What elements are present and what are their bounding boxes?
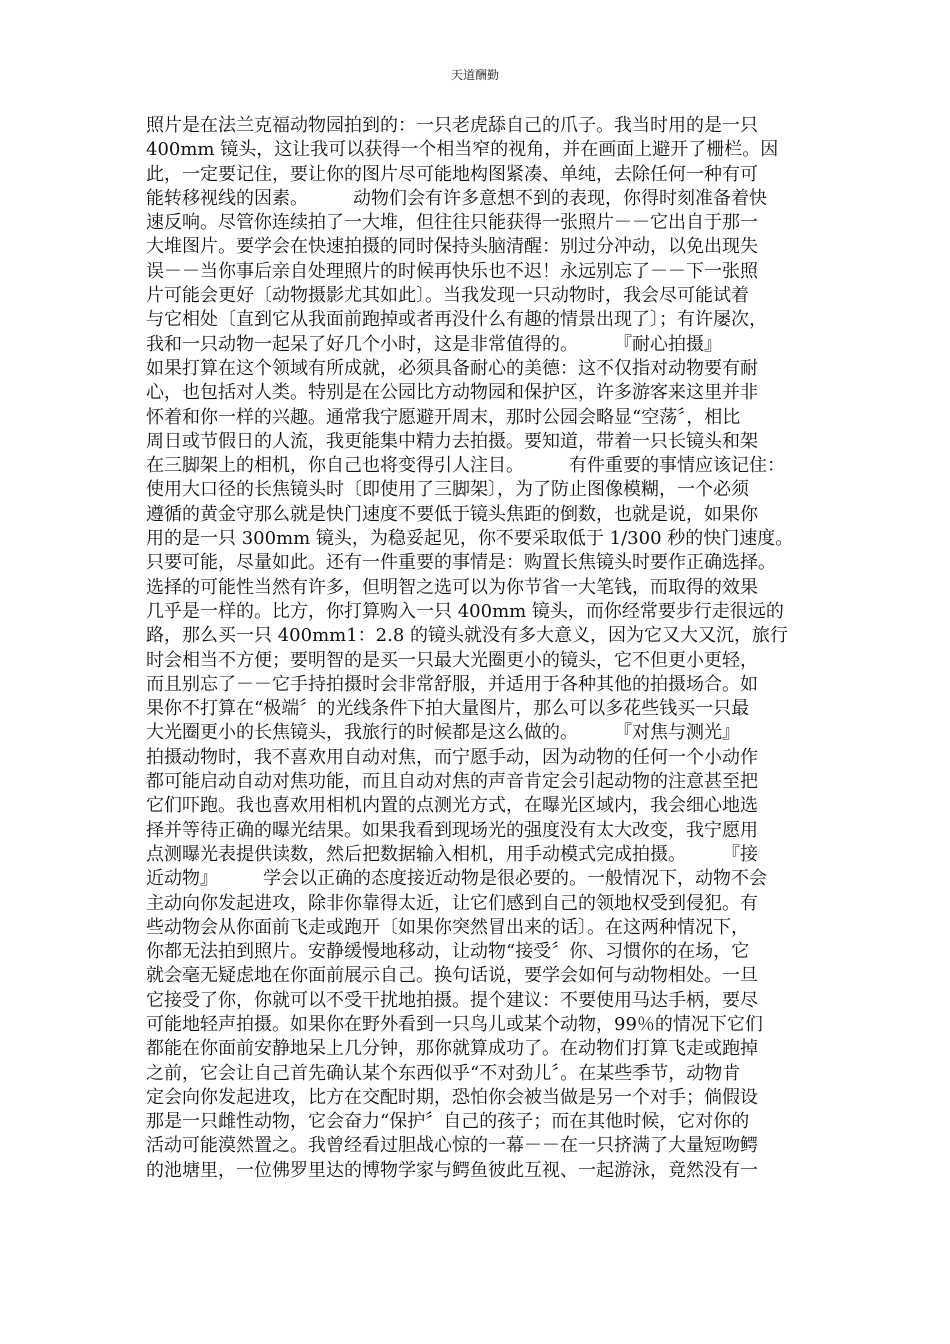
text-line: 周日或节假日的人流，我更能集中精力去拍摄。要知道，带着一只长镜头和架 (146, 430, 758, 452)
text-line: 如果打算在这个领域有所成就，必须具备耐心的美德：这不仅指对动物要有耐 (146, 357, 758, 379)
text-line: 大光圈更小的长焦镜头，我旅行的时候都是这么做的。 『对焦与测光』 (146, 722, 740, 744)
text-line: 选择的可能性当然有许多，但明智之选可以为你节省一大笔钱，而取得的效果 (146, 576, 758, 598)
text-line: 能转移视线的因素。 动物们会有许多意想不到的表现，你得时刻准备着快 (146, 187, 767, 209)
text-line: 照片是在法兰克福动物园拍到的：一只老虎舔自己的爪子。我当时用的是一只 (146, 115, 758, 136)
text-line: 我和一只动物一起呆了好几个小时，这是非常值得的。 『耐心拍摄』 (146, 333, 722, 355)
text-line: 它们吓跑。我也喜欢用相机内置的点测光方式，在曝光区域内，我会细心地选 (146, 795, 758, 817)
text-line: 活动可能漠然置之。我曾经看过胆战心惊的一幕－－在一只挤满了大量短吻鳄 (146, 1135, 758, 1157)
text-line: 拍摄动物时，我不喜欢用自动对焦，而宁愿手动，因为动物的任何一个小动作 (146, 746, 758, 768)
text-line: 使用大口径的长焦镜头时〔即使用了三脚架〕，为了防止图像模糊，一个必须 (146, 479, 749, 501)
text-line: 果你不打算在“极端〞的光线条件下拍大量图片，那么可以多花些钱买一只最 (146, 698, 750, 720)
page-header: 天道酬勤 (450, 68, 499, 82)
text-line: 此，一定要记住，要让你的图片尽可能地构图紧凑、单纯，去除任何一种有可 (146, 163, 758, 185)
text-line: 用的是一只 300mm 镜头，为稳妥起见，你不要采取低于 1/300 秒的快门速度。 (146, 528, 794, 550)
text-line: 与它相处〔直到它从我面前跑掉或者再没什么有趣的情景出现了〕；有许屡次， (146, 309, 767, 331)
text-line: 点测曝光表提供读数，然后把数据输入相机，用手动模式完成拍摄。 『接 (146, 843, 758, 865)
text-line: 它接受了你，你就可以不受干扰地拍摄。提个建议：不要使用马达手柄，要尽 (146, 989, 758, 1011)
text-line: 都可能启动自动对焦功能，而且自动对焦的声音肯定会引起动物的注意甚至把 (146, 771, 758, 793)
text-line: 400mm 镜头，这让我可以获得一个相当窄的视角，并在画面上避开了栅栏。因 (146, 139, 779, 161)
text-line: 遵循的黄金守那么就是快门速度不要低于镜头焦距的倒数，也就是说，如果你 (146, 503, 758, 525)
text-line: 误－－当你事后亲自处理照片的时候再快乐也不迟！永远别忘了－－下一张照 (146, 260, 758, 282)
text-line: 定会向你发起进攻，比方在交配时期，恐怕你会被当做是另一个对手；倘假设 (146, 1086, 758, 1108)
text-line: 片可能会更好〔动物摄影尤其如此〕。当我发现一只动物时，我会尽可能试着 (146, 285, 749, 307)
text-line: 几乎是一样的。比方，你打算购入一只 400mm 镜头，而你经常要步行走很远的 (146, 600, 784, 622)
text-line: 近动物』 学会以正确的态度接近动物是很必要的。一般情况下，动物不会 (146, 868, 767, 890)
text-line: 时会相当不方便；要明智的是买一只最大光圈更小的镜头，它不但更小更轻， (146, 649, 758, 671)
text-line: 速反响。尽管你连续拍了一大堆，但往往只能获得一张照片－－它出自于那一 (146, 212, 758, 234)
text-line: 择并等待正确的曝光结果。如果我看到现场光的强度没有太大改变，我宁愿用 (146, 819, 758, 841)
text-line: 而且别忘了－－它手持拍摄时会非常舒服，并适用于各种其他的拍摄场合。如 (146, 673, 758, 695)
text-line: 之前，它会让自己首先确认某个东西似乎“不对劲儿〞。在某些季节，动物肯 (146, 1062, 741, 1084)
text-line: 可能地轻声拍摄。如果你在野外看到一只鸟儿或某个动物，99％的情况下它们 (146, 1013, 763, 1035)
text-line: 心，也包括对人类。特别是在公园比方动物园和保护区，许多游客来这里并非 (146, 382, 758, 404)
text-line: 都能在你面前安静地呆上几分钟，那你就算成功了。在动物们打算飞走或跑掉 (146, 1038, 758, 1060)
text-line: 那是一只雌性动物，它会奋力“保护〞自己的孩子；而在其他时候，它对你的 (146, 1111, 750, 1133)
text-line: 就会毫无疑虑地在你面前展示自己。换句话说，要学会如何与动物相处。一旦 (146, 965, 758, 987)
text-line: 只要可能，尽量如此。还有一件重要的事情是：购置长焦镜头时要作正确选择。 (146, 552, 776, 574)
text-line: 的池塘里，一位佛罗里达的博物学家与鳄鱼彼此互视、一起游泳，竟然没有一 (146, 1159, 758, 1181)
text-line: 大堆图片。要学会在快速拍摄的同时保持头脑清醒：别过分冲动，以免出现失 (146, 236, 758, 258)
body-text (146, 114, 826, 1183)
text-line: 你都无法拍到照片。安静缓慢地移动，让动物“接受〞你、习惯你的在场，它 (146, 941, 750, 963)
text-line: 怀着和你一样的兴趣。通常我宁愿避开周末，那时公园会略显“空荡〞，相比 (146, 406, 741, 428)
text-line: 主动向你发起进攻，除非你靠得太近，让它们感到自己的领地权受到侵犯。有 (146, 892, 758, 914)
text-line: 路，那么买一只 400mm1：2.8 的镜头就没有多大意义，因为它又大又沉，旅行 (146, 625, 789, 647)
text-line: 些动物会从你面前飞走或跑开〔如果你突然冒出来的话〕。在这两种情况下， (146, 916, 749, 938)
text-line: 在三脚架上的相机，你自己也将变得引人注目。 有件重要的事情应该记住： (146, 455, 785, 477)
